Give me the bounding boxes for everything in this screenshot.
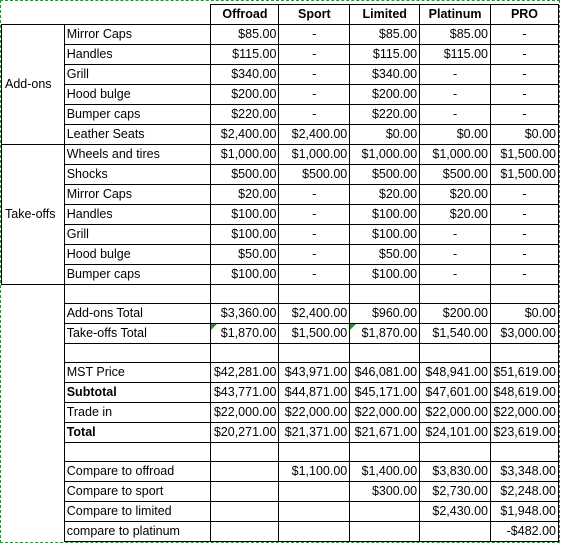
- table-row: [2, 363, 559, 383]
- header-platinum[interactable]: Platinum: [420, 5, 491, 25]
- value-cell[interactable]: $47,601.00: [420, 383, 491, 403]
- row-label[interactable]: Take-offs Total: [64, 324, 211, 344]
- value-cell[interactable]: $200.00: [420, 304, 491, 324]
- blank-row: [2, 344, 559, 363]
- row-label[interactable]: Wheels and tires: [64, 145, 211, 165]
- row-label[interactable]: Add-ons Total: [64, 304, 211, 324]
- blank-cell[interactable]: [350, 443, 420, 462]
- row-label[interactable]: Shocks: [64, 165, 211, 185]
- value-cell[interactable]: $1,400.00: [350, 462, 420, 482]
- value-cell[interactable]: -: [279, 265, 350, 285]
- value-cell[interactable]: $0.00: [350, 125, 420, 145]
- value-cell[interactable]: $1,870.00: [211, 324, 279, 344]
- blank-cell[interactable]: [2, 324, 65, 344]
- value-cell[interactable]: -: [490, 65, 558, 85]
- value-cell[interactable]: -: [420, 265, 491, 285]
- value-cell[interactable]: $51,619.00: [490, 363, 558, 383]
- blank-cell[interactable]: [420, 285, 491, 304]
- table-row: [2, 403, 559, 423]
- value-cell[interactable]: $1,000.00: [211, 145, 279, 165]
- value-cell[interactable]: $22,000.00: [211, 403, 279, 423]
- value-cell[interactable]: -: [490, 225, 558, 245]
- table-row: [2, 45, 559, 65]
- blank-cell[interactable]: [2, 423, 65, 443]
- value-cell[interactable]: -: [490, 205, 558, 225]
- value-cell[interactable]: $200.00: [350, 85, 420, 105]
- header-offroad[interactable]: Offroad: [211, 5, 279, 25]
- table-row: [2, 85, 559, 105]
- row-label[interactable]: Mirror Caps: [64, 25, 211, 45]
- value-cell[interactable]: $20.00: [420, 185, 491, 205]
- value-cell[interactable]: $50.00: [211, 245, 279, 265]
- blank-cell[interactable]: [211, 285, 279, 304]
- value-cell[interactable]: $340.00: [211, 65, 279, 85]
- value-cell[interactable]: -: [279, 105, 350, 125]
- value-cell[interactable]: $2,430.00: [420, 502, 491, 522]
- value-cell[interactable]: -: [490, 245, 558, 265]
- row-label[interactable]: Compare to sport: [64, 482, 211, 502]
- value-cell[interactable]: $3,000.00: [490, 324, 558, 344]
- value-cell[interactable]: -: [279, 205, 350, 225]
- blank-cell[interactable]: [2, 383, 65, 403]
- blank-cell[interactable]: [2, 304, 65, 324]
- value-cell[interactable]: $85.00: [350, 25, 420, 45]
- value-cell[interactable]: $100.00: [211, 205, 279, 225]
- table-row: [2, 502, 559, 522]
- value-cell[interactable]: $20.00: [211, 185, 279, 205]
- value-cell[interactable]: $45,171.00: [350, 383, 420, 403]
- blank-cell[interactable]: [2, 443, 65, 462]
- row-label[interactable]: Handles: [64, 205, 211, 225]
- value-cell[interactable]: $43,771.00: [211, 383, 279, 403]
- value-cell[interactable]: -: [279, 25, 350, 45]
- value-cell[interactable]: [350, 522, 420, 542]
- value-cell[interactable]: $43,971.00: [279, 363, 350, 383]
- row-label[interactable]: Bumper caps: [64, 105, 211, 125]
- value-cell[interactable]: $22,000.00: [279, 403, 350, 423]
- value-cell[interactable]: $100.00: [350, 205, 420, 225]
- blank-cell[interactable]: [211, 443, 279, 462]
- blank-cell[interactable]: [279, 344, 350, 363]
- table-row: [2, 225, 559, 245]
- value-cell[interactable]: $2,730.00: [420, 482, 491, 502]
- value-cell[interactable]: $48,619.00: [490, 383, 558, 403]
- row-label[interactable]: MST Price: [64, 363, 211, 383]
- table-row: [2, 105, 559, 125]
- value-cell[interactable]: $22,000.00: [490, 403, 558, 423]
- value-cell[interactable]: $20.00: [350, 185, 420, 205]
- table-row: [2, 304, 559, 324]
- group-label-takeoffs[interactable]: Take-offs: [2, 145, 65, 285]
- value-cell[interactable]: [211, 522, 279, 542]
- value-cell[interactable]: $3,830.00: [420, 462, 491, 482]
- table-row: [2, 245, 559, 265]
- value-cell[interactable]: $44,871.00: [279, 383, 350, 403]
- blank-cell[interactable]: [2, 344, 65, 363]
- value-cell[interactable]: -: [490, 265, 558, 285]
- blank-cell[interactable]: [2, 502, 65, 522]
- value-cell[interactable]: $115.00: [211, 45, 279, 65]
- blank-cell[interactable]: [490, 344, 558, 363]
- value-cell[interactable]: $21,671.00: [350, 423, 420, 443]
- value-cell[interactable]: $50.00: [350, 245, 420, 265]
- value-cell[interactable]: $42,281.00: [211, 363, 279, 383]
- row-label[interactable]: Compare to offroad: [64, 462, 211, 482]
- value-cell[interactable]: -: [279, 225, 350, 245]
- header-limited[interactable]: Limited: [350, 5, 420, 25]
- header-blank-cell[interactable]: [64, 5, 211, 25]
- value-cell[interactable]: [350, 502, 420, 522]
- value-cell[interactable]: $1,000.00: [350, 145, 420, 165]
- value-cell[interactable]: -: [490, 45, 558, 65]
- blank-row: [2, 285, 559, 304]
- blank-cell[interactable]: [490, 285, 558, 304]
- value-cell[interactable]: $220.00: [350, 105, 420, 125]
- table-row: [2, 482, 559, 502]
- row-label[interactable]: Subtotal: [64, 383, 211, 403]
- table-row: [2, 125, 559, 145]
- value-cell[interactable]: [279, 502, 350, 522]
- row-label[interactable]: compare to platinum: [64, 522, 211, 542]
- blank-cell[interactable]: [211, 344, 279, 363]
- blank-cell[interactable]: [2, 285, 65, 304]
- table-row: [2, 205, 559, 225]
- value-cell[interactable]: $100.00: [350, 265, 420, 285]
- row-label[interactable]: Hood bulge: [64, 85, 211, 105]
- blank-cell[interactable]: [490, 443, 558, 462]
- blank-cell[interactable]: [2, 462, 65, 482]
- value-cell[interactable]: $1,000.00: [279, 145, 350, 165]
- value-cell[interactable]: -: [420, 105, 491, 125]
- value-cell[interactable]: $23,619.00: [490, 423, 558, 443]
- value-cell[interactable]: [279, 522, 350, 542]
- value-cell[interactable]: $500.00: [420, 165, 491, 185]
- value-cell[interactable]: $100.00: [211, 265, 279, 285]
- value-cell[interactable]: $115.00: [350, 45, 420, 65]
- value-cell[interactable]: $1,500.00: [490, 165, 558, 185]
- value-cell[interactable]: -: [420, 85, 491, 105]
- corner-cell[interactable]: [2, 5, 65, 25]
- value-cell[interactable]: $1,540.00: [420, 324, 491, 344]
- value-cell[interactable]: $21,371.00: [279, 423, 350, 443]
- value-cell[interactable]: $85.00: [211, 25, 279, 45]
- row-label[interactable]: Grill: [64, 225, 211, 245]
- value-cell[interactable]: $48,941.00: [420, 363, 491, 383]
- value-cell[interactable]: $500.00: [279, 165, 350, 185]
- row-label[interactable]: Mirror Caps: [64, 185, 211, 205]
- value-cell[interactable]: $960.00: [350, 304, 420, 324]
- row-label[interactable]: Total: [64, 423, 211, 443]
- value-cell[interactable]: -: [279, 185, 350, 205]
- value-cell[interactable]: $85.00: [420, 25, 491, 45]
- blank-cell[interactable]: [64, 344, 211, 363]
- row-label[interactable]: Trade in: [64, 403, 211, 423]
- blank-cell[interactable]: [2, 403, 65, 423]
- value-cell[interactable]: [211, 462, 279, 482]
- value-cell[interactable]: $500.00: [211, 165, 279, 185]
- row-label[interactable]: Compare to limited: [64, 502, 211, 522]
- value-cell[interactable]: $2,248.00: [490, 482, 558, 502]
- blank-cell[interactable]: [64, 443, 211, 462]
- value-cell[interactable]: $1,500.00: [279, 324, 350, 344]
- table-row: [2, 522, 559, 542]
- value-cell[interactable]: $3,348.00: [490, 462, 558, 482]
- table-row: [2, 185, 559, 205]
- value-cell[interactable]: $0.00: [420, 125, 491, 145]
- blank-cell[interactable]: [2, 522, 65, 542]
- row-label[interactable]: Bumper caps: [64, 265, 211, 285]
- value-cell[interactable]: -$482.00: [490, 522, 558, 542]
- value-cell[interactable]: $2,400.00: [279, 125, 350, 145]
- header-row: [2, 5, 559, 25]
- value-cell[interactable]: -: [420, 65, 491, 85]
- value-cell[interactable]: -: [279, 85, 350, 105]
- value-cell[interactable]: $0.00: [490, 125, 558, 145]
- blank-cell[interactable]: [420, 344, 491, 363]
- blank-cell[interactable]: [350, 285, 420, 304]
- value-cell[interactable]: $22,000.00: [350, 403, 420, 423]
- value-cell[interactable]: -: [420, 225, 491, 245]
- value-cell[interactable]: -: [490, 25, 558, 45]
- table-row: [2, 423, 559, 443]
- value-cell[interactable]: $1,500.00: [490, 145, 558, 165]
- blank-cell[interactable]: [420, 443, 491, 462]
- table-row: [2, 165, 559, 185]
- value-cell[interactable]: -: [279, 245, 350, 265]
- value-cell[interactable]: $100.00: [211, 225, 279, 245]
- value-cell[interactable]: -: [490, 85, 558, 105]
- value-cell[interactable]: $2,400.00: [279, 304, 350, 324]
- value-cell[interactable]: $0.00: [490, 304, 558, 324]
- value-cell[interactable]: $22,000.00: [420, 403, 491, 423]
- blank-cell[interactable]: [64, 285, 211, 304]
- value-cell[interactable]: $1,000.00: [420, 145, 491, 165]
- value-cell[interactable]: $24,101.00: [420, 423, 491, 443]
- table-row: [2, 145, 559, 165]
- value-cell[interactable]: -: [420, 245, 491, 265]
- row-label[interactable]: Grill: [64, 65, 211, 85]
- value-cell[interactable]: $1,948.00: [490, 502, 558, 522]
- value-cell[interactable]: $20.00: [420, 205, 491, 225]
- table-row: [2, 462, 559, 482]
- row-label[interactable]: Leather Seats: [64, 125, 211, 145]
- header-sport[interactable]: Sport: [279, 5, 350, 25]
- value-cell[interactable]: [420, 522, 491, 542]
- blank-cell[interactable]: [279, 443, 350, 462]
- table-row: [2, 65, 559, 85]
- table-row: [2, 25, 559, 45]
- row-label[interactable]: Handles: [64, 45, 211, 65]
- blank-row: [2, 443, 559, 462]
- value-cell[interactable]: $46,081.00: [350, 363, 420, 383]
- value-cell[interactable]: $2,400.00: [211, 125, 279, 145]
- value-cell[interactable]: $340.00: [350, 65, 420, 85]
- table-row: [2, 383, 559, 403]
- value-cell[interactable]: $1,870.00: [350, 324, 420, 344]
- blank-cell[interactable]: [2, 363, 65, 383]
- value-cell[interactable]: [211, 482, 279, 502]
- trim-comparison-table: [1, 4, 559, 542]
- blank-cell[interactable]: [2, 482, 65, 502]
- value-cell[interactable]: -: [490, 105, 558, 125]
- value-cell[interactable]: $115.00: [420, 45, 491, 65]
- blank-cell[interactable]: [279, 285, 350, 304]
- value-cell[interactable]: -: [279, 45, 350, 65]
- value-cell[interactable]: $220.00: [211, 105, 279, 125]
- header-pro[interactable]: PRO: [490, 5, 558, 25]
- row-label[interactable]: Hood bulge: [64, 245, 211, 265]
- value-cell[interactable]: [211, 502, 279, 522]
- group-label-addons[interactable]: Add-ons: [2, 25, 65, 145]
- value-cell[interactable]: -: [490, 185, 558, 205]
- value-cell[interactable]: $200.00: [211, 85, 279, 105]
- value-cell[interactable]: $1,100.00: [279, 462, 350, 482]
- value-cell[interactable]: $3,360.00: [211, 304, 279, 324]
- blank-cell[interactable]: [350, 344, 420, 363]
- value-cell[interactable]: [279, 482, 350, 502]
- value-cell[interactable]: $20,271.00: [211, 423, 279, 443]
- table-row: [2, 324, 559, 344]
- table-row: [2, 265, 559, 285]
- value-cell[interactable]: $500.00: [350, 165, 420, 185]
- value-cell[interactable]: -: [279, 65, 350, 85]
- value-cell[interactable]: $300.00: [350, 482, 420, 502]
- value-cell[interactable]: $100.00: [350, 225, 420, 245]
